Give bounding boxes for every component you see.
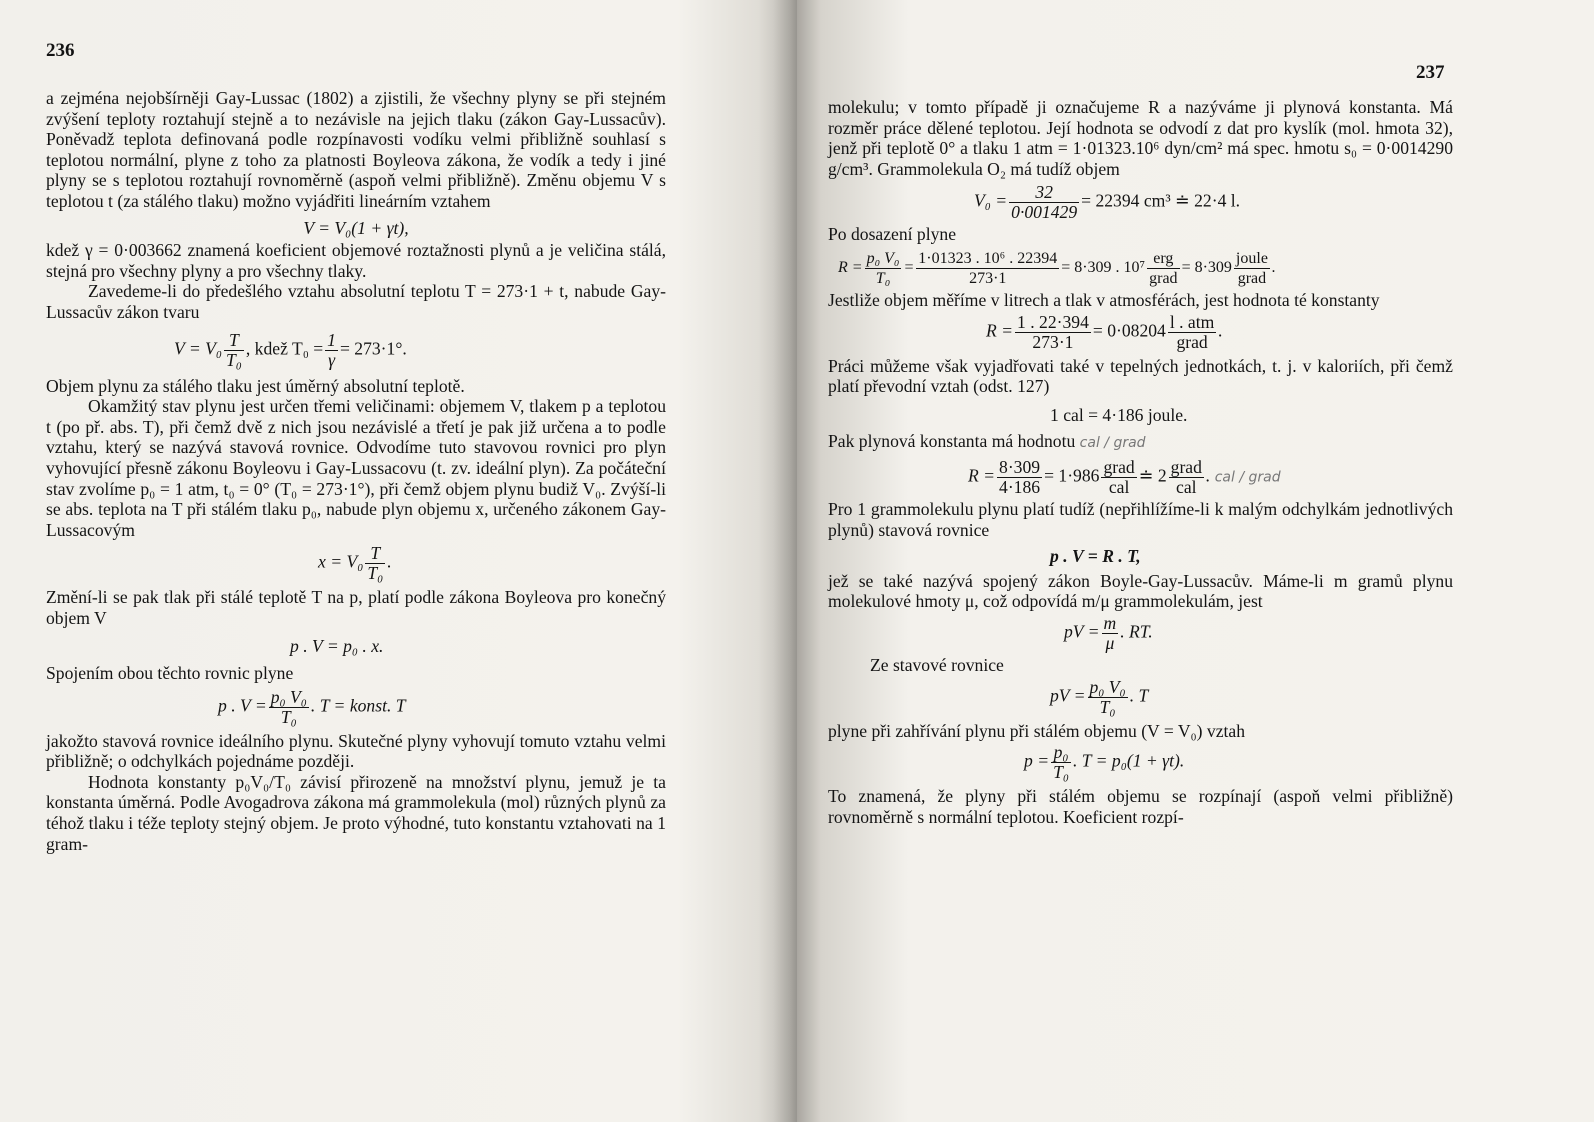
paragraph: molekulu; v tomto případě ji označujeme R a nazýváme ji plynová konstanta. Má rozměr práce dělené teplotou. Její hodnota se odvodí z dat pro kyslík (mol. hmota 32), jenž při teplotě 0° a tlaku 1 atm = 1·01323.10⁶ dyn/cm² má spec. hmotu s₀ = 0·0014290 g/cm³. Grammolekula O₂ má tudíž objem [828, 97, 1453, 179]
equation: p . V = $\frac{\text{p₀ V₀}}{\text{T₀}}$ . T = konst. T [218, 686, 406, 727]
paragraph: Práci můžeme však vyjadřovati také v tepelných jednotkách, t. j. v kaloriích, při čemž platí převodní vztah (odst. 127) [828, 355, 1453, 397]
right-text-column [828, 97, 1453, 827]
paragraph: Pro 1 grammolekulu plynu platí tudíž (nepřihlížíme-li k malým odchylkám jednotlivých plynů) stavová rovnice [828, 498, 1453, 540]
fraction: $\frac{\text{erg}}{\text{grad}}$ [1149, 249, 1178, 287]
equation: pV = $\frac{\text{p₀ V₀}}{\text{T₀}}$ . T [1050, 676, 1149, 717]
fraction: $\frac{\text{grad}}{\text{cal}}$ [1103, 456, 1135, 497]
equation: p . V = R . T, [1050, 546, 1141, 567]
paragraph: Zavedeme-li do předešlého vztahu absolutní teplotu T = 273·1 + t, nabude Gay-Lussacův zákon tvaru [46, 281, 666, 322]
fraction: $\frac{\text{grad}}{\text{cal}}$ [1170, 456, 1202, 497]
paragraph: Objem plynu za stálého tlaku jest úměrný absolutní teplotě. [46, 375, 465, 396]
fraction: $\frac{\text{p₀}}{\text{T₀}}$ [1053, 742, 1069, 783]
equation: R = $\frac{8\cdot 309}{4\cdot 186}$ = 1·986 $\frac{\text{grad}}{\text{cal}}$ ≐ 2 $\frac{\text{grad}}{\text{cal}}$ . cal / grad [968, 456, 1281, 497]
fraction: $\frac{32}{0\cdot 001429}$ [1011, 182, 1078, 223]
fraction: $\frac{\text{p₀ V₀}}{\text{T₀}}$ [1089, 676, 1126, 717]
left-text-column [46, 88, 666, 854]
paragraph: Ze stavové rovnice [870, 654, 1004, 675]
fraction: $\frac{T}{\text{T₀}}$ [367, 543, 384, 584]
handwritten-annotation: cal / grad [1214, 469, 1281, 486]
paragraph: jež se také nazývá spojený zákon Boyle-Gay-Lussacův. Máme-li m gramů plynu molekulové hmoty μ, což odpovídá m/μ grammolekulám, jest [828, 570, 1453, 612]
paragraph: plyne při zahřívání plynu při stálém objemu (V = V₀) vztah [828, 720, 1246, 741]
fraction: $\frac{\text{p₀ V₀}}{\text{T₀}}$ [270, 686, 307, 727]
paragraph: To znamená, že plyny při stálém objemu se rozpínají (aspoň velmi přibližně) rovnoměrně s normální teplotou. Koeficient rozpí- [828, 786, 1453, 827]
equation: V = V₀ $\frac{T}{\text{T₀}}$ , kdež T₀ = $\frac{1}{\gamma}$ = 273·1°. [174, 329, 407, 370]
equation: V₀ = $\frac{32}{0\cdot 001429}$ = 22394 cm³ ≐ 22·4 l. [974, 182, 1241, 223]
handwritten-annotation: cal / grad [1079, 435, 1146, 452]
fraction: $\frac{\text{1·01323 . 10⁶ . 22394}}{273\cdot 1}$ [918, 249, 1058, 287]
paragraph: Spojením obou těchto rovnic plyne [46, 663, 294, 684]
fraction: $\frac{\text{joule}}{\text{grad}}$ [1235, 249, 1268, 287]
equation: R = $\frac{\text{p₀ V₀}}{\text{T₀}}$ = $\frac{\text{1·01323 . 10⁶ . 22394}}{273\cdot 1}$ = 8·309 . 10⁷ $\frac{\text{erg}}{\text{grad}}$ = 8·309 $\frac{\text{joule}}{\text{grad}}$ . [838, 249, 1276, 287]
paragraph: Jestliže objem měříme v litrech a tlak v atmosférách, jest hodnota té konstanty [828, 289, 1380, 310]
equation: p . V = p₀ . x. [290, 636, 384, 657]
fraction: $\frac{1}{\gamma}$ [327, 329, 336, 370]
equation: 1 cal = 4·186 joule. [1050, 404, 1188, 425]
paragraph: jakožto stavová rovnice ideálního plynu. Skutečné plyny vyhovují tomuto vztahu velmi přibližně; o odchylkách pojednáme později. [46, 730, 666, 772]
paragraph: Okamžitý stav plynu jest určen třemi veličinami: objemem V, tlakem p a teplotou t (po př. abs. T), při čemž dvě z nich jsou nezávislé a třetí je pak již určena a to podle vztahu, který se nazývá stavová rovnice. Odvodíme tuto stavovou rovnici pro plyn vyhovující přesně zákonu Boyleovu i Gay-Lussacovu (t. zv. ideální plyn). Za počáteční stav zvolíme p₀ = 1 atm, t₀ = 0° (T₀ = 273·1°), při čemž objem plynu budiž V₀. Zvýší-li se abs. teplota na T při stálém tlaku p₀, nabude plyn objemu x, určeného zákonem Gay-Lussacovým [46, 396, 666, 540]
fraction: $\frac{m}{\mu}$ [1103, 612, 1117, 653]
paragraph: Hodnota konstanty p₀V₀/T₀ závisí přirozeně na množství plynu, jemuž je ta konstanta úměrná. Podle Avogadrova zákona má grammolekula (mol) různých plynů za téhož tlaku i téže teploty stejný objem. Je proto výhodné, tuto konstantu vztahovati na 1 gram- [46, 771, 666, 854]
paragraph: Po dosazení plyne [828, 224, 957, 245]
fraction: $\frac{\text{p₀ V₀}}{\text{T₀}}$ [866, 249, 900, 287]
paragraph: Pak plynová konstanta má hodnotu cal / grad [828, 431, 1146, 452]
equation: x = V₀ $\frac{T}{\text{T₀}}$ . [318, 543, 392, 584]
equation: pV = $\frac{m}{\mu}$ . RT. [1064, 612, 1153, 653]
page-number: 237 [1416, 62, 1445, 83]
equation: p = $\frac{\text{p₀}}{\text{T₀}}$ . T = p₀(1 + γt). [1024, 742, 1185, 783]
fraction: $\frac{\text{l . atm}}{\text{grad}}$ [1169, 311, 1215, 352]
fraction: $\frac{T}{\text{T₀}}$ [225, 329, 242, 370]
equation: V = V₀(1 + γt), [303, 217, 409, 238]
equation: R = $\frac{1 . 22\cdot 394}{273\cdot 1}$ = 0·08204 $\frac{\text{l . atm}}{\text{grad}}$ . [986, 311, 1223, 352]
paragraph: Změní-li se pak tlak při stálé teplotě T na p, platí podle zákona Boyleova pro konečný objem V [46, 587, 666, 628]
paragraph: kdež γ = 0·003662 znamená koeficient objemové roztažnosti plynů a je veličina stálá, stejná pro všechny plyny a pro všechny tlaky. [46, 240, 666, 281]
fraction: $\frac{1 . 22\cdot 394}{273\cdot 1}$ [1017, 311, 1089, 352]
paragraph: a zejména nejobšírněji Gay-Lussac (1802) a zjistili, že všechny plyny se při stejném zvýšení teploty roztahují stejně a to nezávisle na jejich tlaku (zákon Gay-Lussacův). Poněvadž teplota definovaná podle rozpínavosti vodíku velmi přibližně souhlasí s teplotou normální, plyne z toho za platnosti Boyleova zákona, že vodík a tedy i jiné plyny se s teplotou roztahují rovnoměrně (aspoň velmi přibližně). Změnu objemu V s teplotou t (za stálého tlaku) možno vyjádřiti lineárním vztahem [46, 88, 666, 211]
fraction: $\frac{8\cdot 309}{4\cdot 186}$ [999, 456, 1041, 497]
page-number: 236 [46, 40, 75, 61]
